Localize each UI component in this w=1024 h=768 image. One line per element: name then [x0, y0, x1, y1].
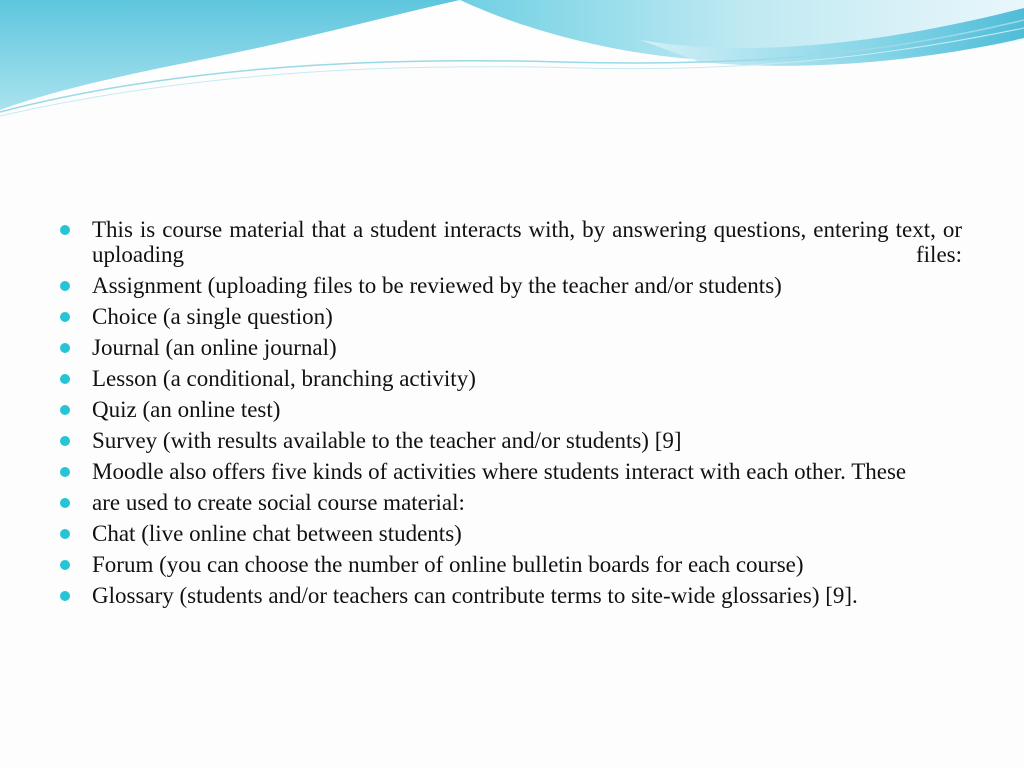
- bullet-item: [60, 428, 962, 453]
- bullet-text: Assignment (uploading files to be reviewed by the teacher and/or students): [92, 273, 782, 298]
- bullet-dot-icon: [60, 374, 70, 384]
- bullet-dot-icon: [60, 281, 70, 291]
- bullet-dot-icon: [60, 312, 70, 322]
- bullet-item: [60, 217, 962, 267]
- header-wave-decoration: [0, 0, 1024, 130]
- bullet-item: [60, 459, 962, 484]
- bullet-text: Moodle also offers five kinds of activities where students interact with each other. These: [92, 459, 907, 484]
- bullet-item: [60, 521, 962, 546]
- bullet-item: [60, 366, 962, 391]
- bullet-text: Lesson (a conditional, branching activity): [92, 366, 476, 391]
- bullet-item: [60, 273, 962, 298]
- bullet-item: [60, 552, 962, 577]
- bullet-item: [60, 583, 962, 608]
- bullet-text: This is course material that a student interacts with, by answering questions, entering text, or uploading files:: [92, 217, 962, 267]
- bullet-dot-icon: [60, 225, 70, 235]
- bullet-item: [60, 335, 962, 360]
- bullet-text: Journal (an online journal): [92, 335, 337, 360]
- bullet-dot-icon: [60, 343, 70, 353]
- bullet-text: Quiz (an online test): [92, 397, 281, 422]
- bullet-text: are used to create social course material:: [92, 490, 465, 515]
- bullet-text: Choice (a single question): [92, 304, 333, 329]
- bullet-dot-icon: [60, 529, 70, 539]
- bullet-item: [60, 304, 962, 329]
- bullet-text: Forum (you can choose the number of online bulletin boards for each course): [92, 552, 804, 577]
- bullet-item: [60, 397, 962, 422]
- bullet-dot-icon: [60, 591, 70, 601]
- bullet-dot-icon: [60, 467, 70, 477]
- bullet-text: Survey (with results available to the teacher and/or students) [9]: [92, 428, 682, 453]
- bullet-item: [60, 490, 962, 515]
- bullet-text: Chat (live online chat between students): [92, 521, 462, 546]
- bullet-text: Glossary (students and/or teachers can contribute terms to site-wide glossaries) [9].: [92, 583, 858, 608]
- bullet-dot-icon: [60, 405, 70, 415]
- bullet-list: [60, 217, 962, 614]
- bullet-dot-icon: [60, 560, 70, 570]
- bullet-dot-icon: [60, 498, 70, 508]
- bullet-dot-icon: [60, 436, 70, 446]
